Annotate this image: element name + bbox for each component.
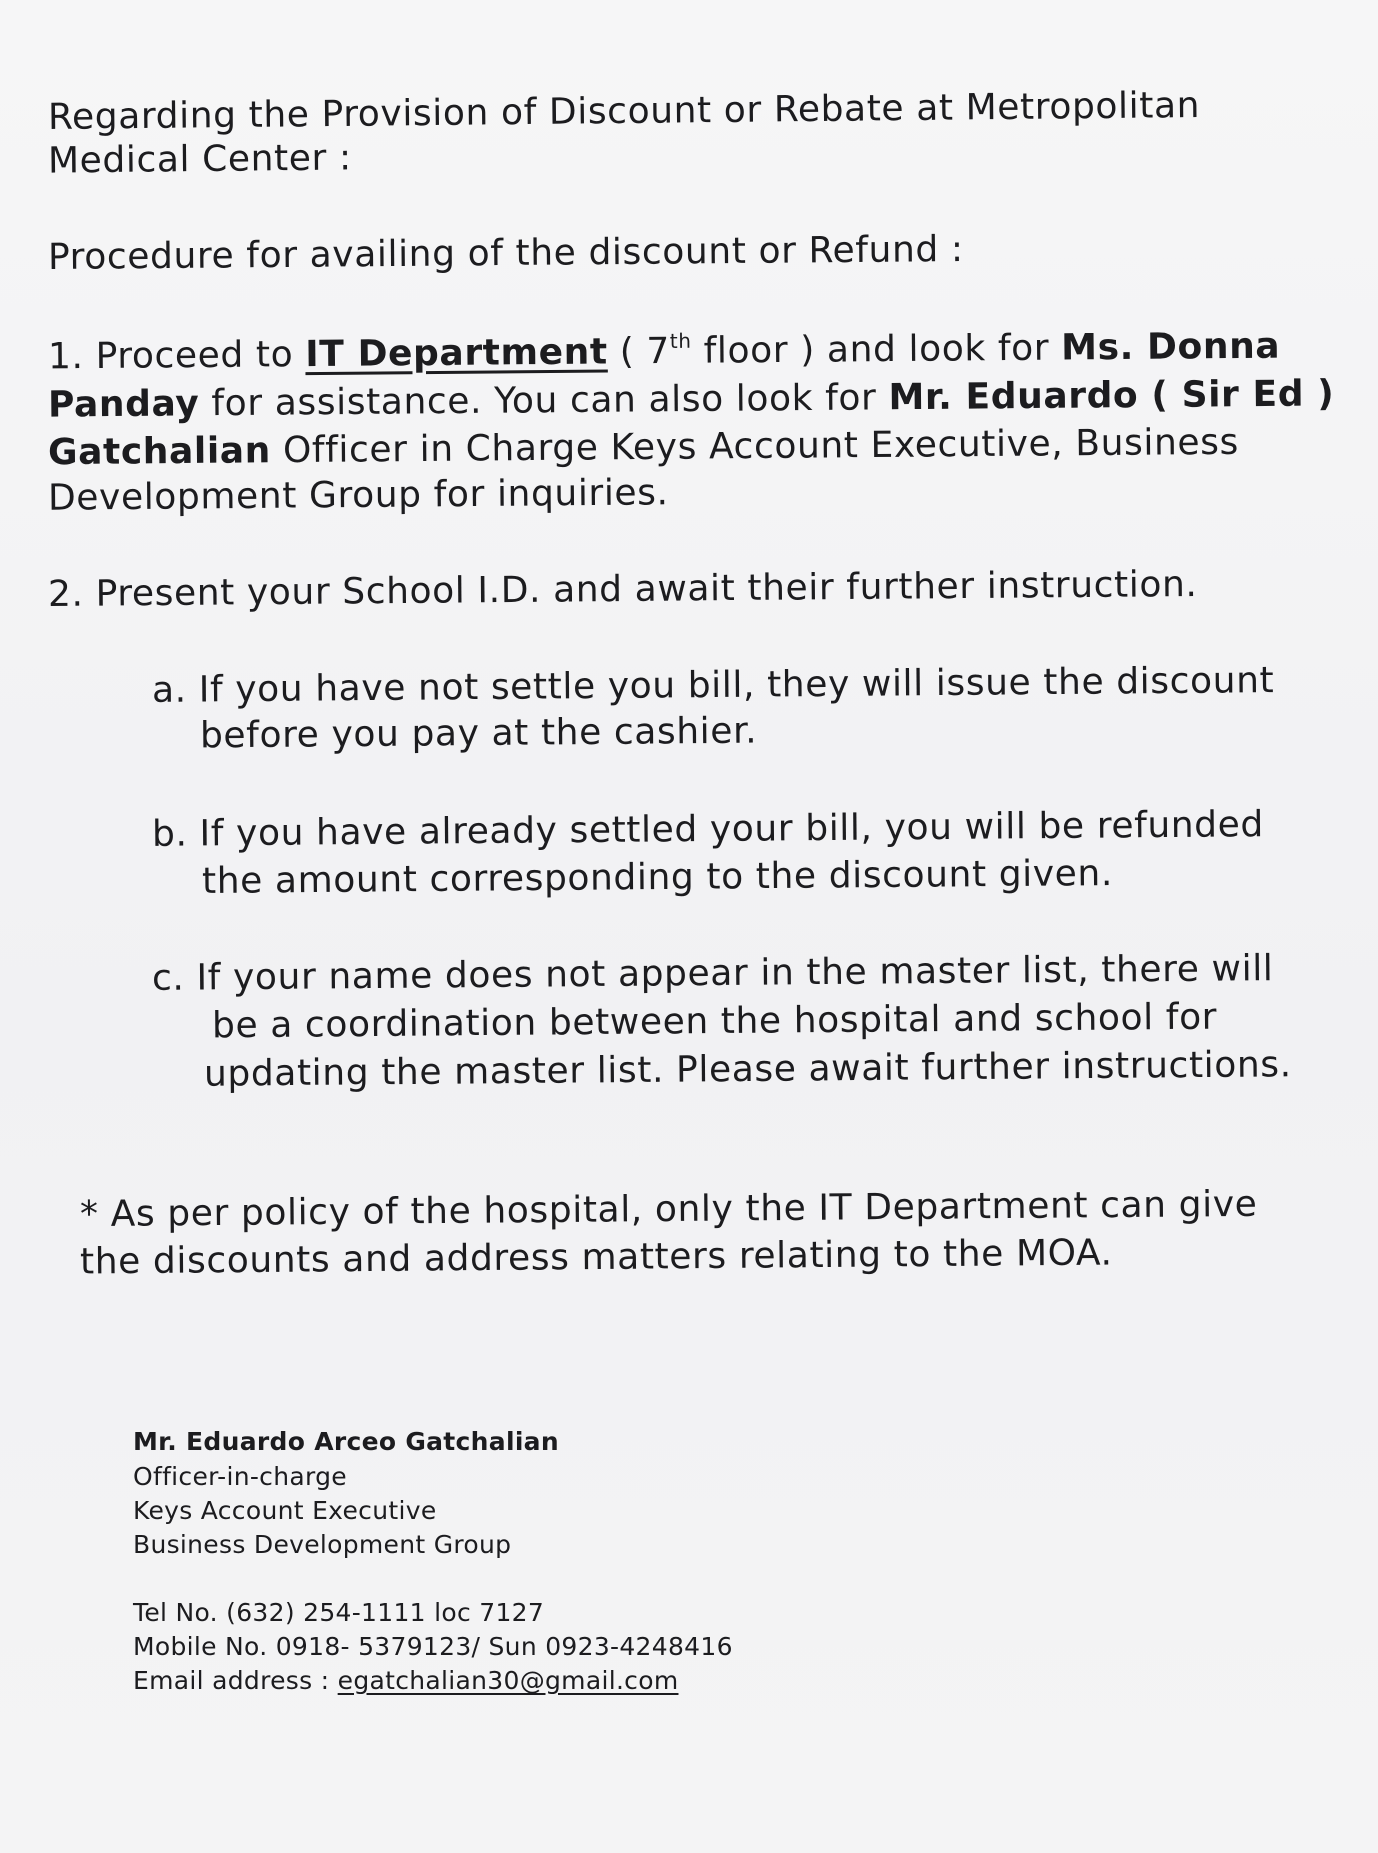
contact-name-donna-first: Ms. Donna xyxy=(1061,325,1281,369)
mobile-number: Mobile No. 0918- 5379123/ Sun 0923-4248416 xyxy=(133,1632,733,1661)
it-department-label: IT Department xyxy=(305,331,608,376)
email-label: Email address : xyxy=(133,1666,330,1695)
step2-line: 2. Present your School I.D. and await their further instruction. xyxy=(47,563,1198,616)
step1-line-3 xyxy=(48,419,1239,477)
step1-text-c: Officer in Charge Keys Account Executive, Business xyxy=(282,421,1240,472)
contact-name-donna-last: Panday xyxy=(47,383,200,426)
sub-c-line-2: be a coordination between the hospital and school for xyxy=(211,996,1218,1047)
policy-note-line-2: the discounts and address matters relating to the MOA. xyxy=(79,1232,1113,1283)
heading-line-1: Regarding the Provision of Discount or Rebate at Metropolitan xyxy=(47,84,1201,139)
telephone-number: Tel No. (632) 254-1111 loc 7127 xyxy=(133,1598,545,1627)
contact-name-eduardo-last: Gatchalian xyxy=(47,430,272,474)
signatory-name: Mr. Eduardo Arceo Gatchalian xyxy=(133,1427,559,1456)
step1-line-4: Development Group for inquiries. xyxy=(47,472,669,519)
floor-ordinal-suffix: th xyxy=(669,328,692,353)
email-link[interactable]: egatchalian30@gmail.com xyxy=(337,1666,679,1695)
sub-a-line-1: a. If you have not settle you bill, they will issue the discount xyxy=(151,660,1275,711)
step1-text-a: Proceed to xyxy=(95,334,294,377)
sub-b-line-2: the amount corresponding to the discount given. xyxy=(201,853,1114,902)
policy-note-line-1: * As per policy of the hospital, only the IT Department can give xyxy=(79,1183,1258,1236)
sub-b-line-1: b. If you have already settled your bill, you will be refunded xyxy=(151,804,1265,855)
contact-name-eduardo-first: Mr. Eduardo ( Sir Ed ) xyxy=(888,373,1335,419)
step1-number: 1. xyxy=(47,336,84,378)
heading-line-2: Medical Center : xyxy=(47,137,352,182)
step1-text-b: for assistance. You can also look for xyxy=(211,377,877,425)
signatory-title-2: Keys Account Executive xyxy=(133,1496,437,1525)
signatory-title-1: Officer-in-charge xyxy=(133,1462,347,1491)
floor-paren-open: ( 7 xyxy=(619,330,671,373)
email-row xyxy=(133,1664,678,1698)
sub-c-line-1: c. If your name does not appear in the master list, there will xyxy=(151,948,1274,999)
sub-a-line-2: before you pay at the cashier. xyxy=(199,710,758,757)
signatory-title-3: Business Development Group xyxy=(133,1530,512,1559)
procedure-title: Procedure for availing of the discount or Refund : xyxy=(47,229,964,278)
sub-c-line-3: updating the master list. Please await further instructions. xyxy=(203,1044,1292,1095)
step1-text-floor: floor ) and look for xyxy=(703,327,1050,372)
